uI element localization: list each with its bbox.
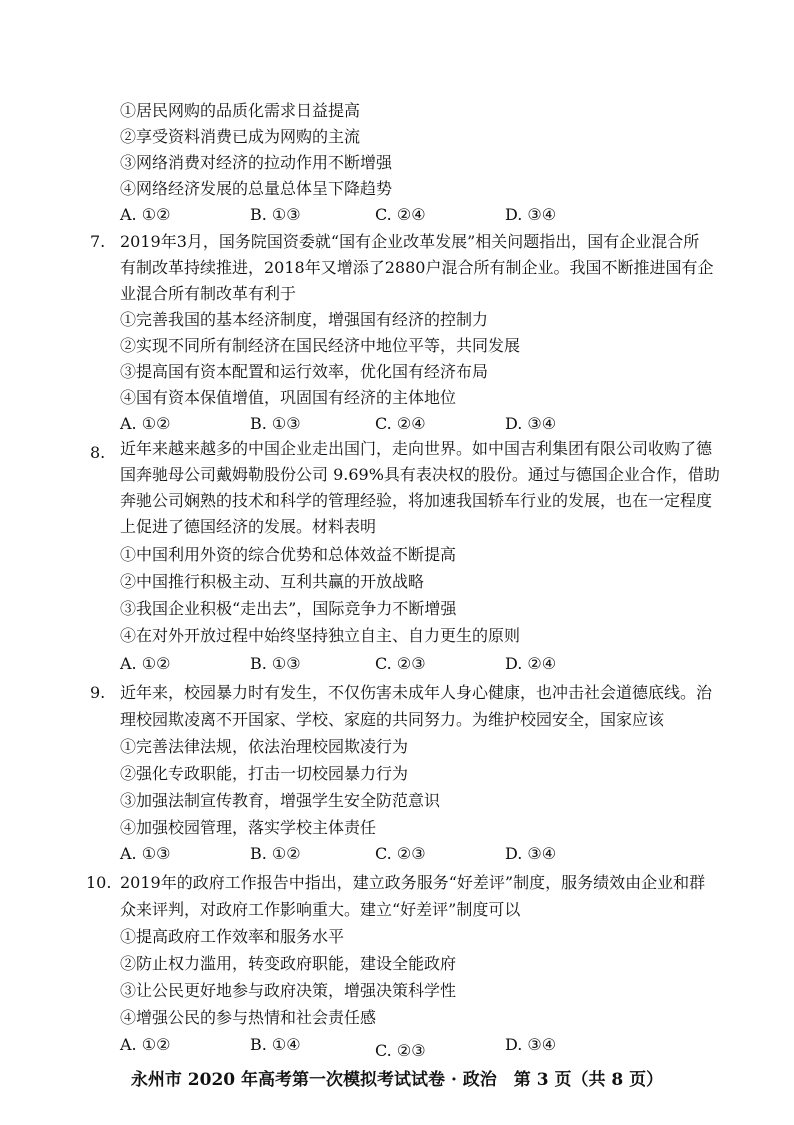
q8-statement-2: ②中国推行积极主动、互利共赢的开放战略 bbox=[120, 572, 425, 591]
q6-statement-2: ②享受资料消费已成为网购的主流 bbox=[120, 127, 361, 146]
q8-option-a: A. ①② bbox=[120, 654, 171, 673]
q9-option-b: B. ①② bbox=[250, 844, 301, 863]
q7-option-c: C. ②④ bbox=[375, 414, 426, 433]
q10-statement-2: ②防止权力滥用，转变政府职能，建设全能政府 bbox=[120, 954, 457, 973]
q9-statement-2: ②强化专政职能，打击一切校园暴力行为 bbox=[120, 764, 409, 783]
q10-option-b: B. ①④ bbox=[250, 1035, 301, 1054]
q9-statement-3: ③加强法制宣传教育，增强学生安全防范意识 bbox=[120, 791, 441, 810]
q6-option-b: B. ①③ bbox=[250, 205, 301, 224]
q7-statement-1: ①完善我国的基本经济制度，增强国有经济的控制力 bbox=[120, 310, 489, 329]
q7-statement-4: ④国有资本保值增值，巩固国有经济的主体地位 bbox=[120, 388, 457, 407]
q10-statement-1: ①提高政府工作效率和服务水平 bbox=[120, 927, 345, 946]
q10-option-c: C. ②③ bbox=[375, 1041, 426, 1060]
q10-number: 10. bbox=[86, 873, 112, 892]
q7-stem-line-2: 有制改革持续推进，2018年又增添了2880户混合所有制企业。我国不断推进国有企 bbox=[120, 258, 714, 277]
q8-number: 8. bbox=[90, 443, 106, 462]
q9-stem-line-1: 近年来，校园暴力时有发生，不仅伤害未成年人身心健康，也冲击社会道德底线。治 bbox=[120, 683, 713, 702]
q8-stem-line-2: 国奔驰母公司戴姆勒股份公司 9.69%具有表决权的股份。通过与德国企业合作，借助 bbox=[120, 465, 720, 484]
q6-statement-1: ①居民网购的品质化需求日益提高 bbox=[120, 101, 361, 120]
q10-stem-line-1: 2019年的政府工作报告中指出，建立政务服务“好差评”制度，服务绩效由企业和群 bbox=[120, 873, 706, 892]
q7-stem-line-1: 2019年3月，国务院国资委就“国有企业改革发展”相关问题指出，国有企业混合所 bbox=[120, 232, 700, 251]
page-footer: 永州市 2020 年高考第一次模拟考试试卷 · 政治 第 3 页（共 8 页） bbox=[130, 1070, 664, 1090]
q6-option-a: A. ①② bbox=[120, 205, 171, 224]
q7-statement-2: ②实现不同所有制经济在国民经济中地位平等，共同发展 bbox=[120, 336, 521, 355]
q9-option-c: C. ②③ bbox=[375, 844, 426, 863]
q9-statement-1: ①完善法律法规，依法治理校园欺凌行为 bbox=[120, 737, 409, 756]
q8-stem-line-4: 上促进了德国经济的发展。材料表明 bbox=[120, 517, 377, 536]
q8-stem-line-3: 奔驰公司娴熟的技术和科学的管理经验，将加速我国轿车行业的发展，也在一定程度 bbox=[120, 491, 713, 510]
q8-statement-1: ①中国利用外资的综合优势和总体效益不断提高 bbox=[120, 545, 457, 564]
q8-statement-4: ④在对外开放过程中始终坚持独立自主、自力更生的原则 bbox=[120, 626, 521, 645]
q8-option-b: B. ①③ bbox=[250, 654, 301, 673]
q6-option-d: D. ③④ bbox=[505, 205, 557, 224]
q7-option-a: A. ①② bbox=[120, 414, 171, 433]
q10-statement-4: ④增强公民的参与热情和社会责任感 bbox=[120, 1008, 377, 1027]
q7-option-b: B. ①③ bbox=[250, 414, 301, 433]
q6-option-c: C. ②④ bbox=[375, 205, 426, 224]
q8-option-c: C. ②③ bbox=[375, 654, 426, 673]
q9-option-a: A. ①③ bbox=[120, 844, 171, 863]
q10-statement-3: ③让公民更好地参与政府决策，增强决策科学性 bbox=[120, 981, 457, 1000]
q6-statement-3: ③网络消费对经济的拉动作用不断增强 bbox=[120, 153, 393, 172]
q7-option-d: D. ③④ bbox=[505, 414, 557, 433]
q10-stem-line-2: 众来评判，对政府工作影响重大。建立“好差评”制度可以 bbox=[120, 900, 521, 919]
q9-number: 9. bbox=[90, 683, 106, 702]
q9-option-d: D. ③④ bbox=[505, 844, 557, 863]
q6-statement-4: ④网络经济发展的总量总体呈下降趋势 bbox=[120, 179, 393, 198]
q7-statement-3: ③提高国有资本配置和运行效率，优化国有经济布局 bbox=[120, 362, 489, 381]
q8-stem-line-1: 近年来越来越多的中国企业走出国门，走向世界。如中国吉利集团有限公司收购了德 bbox=[120, 439, 713, 458]
q9-stem-line-2: 理校园欺凌离不开国家、学校、家庭的共同努力。为维护校园安全，国家应该 bbox=[120, 710, 665, 729]
q10-option-a: A. ①② bbox=[120, 1035, 171, 1054]
q8-option-d: D. ②④ bbox=[505, 654, 557, 673]
q7-number: 7. bbox=[90, 232, 106, 251]
q9-statement-4: ④加强校园管理，落实学校主体责任 bbox=[120, 818, 377, 837]
q10-option-d: D. ③④ bbox=[505, 1035, 557, 1054]
q7-stem-line-3: 业混合所有制改革有利于 bbox=[120, 284, 297, 303]
q8-statement-3: ③我国企业积极“走出去”，国际竞争力不断增强 bbox=[120, 599, 457, 618]
